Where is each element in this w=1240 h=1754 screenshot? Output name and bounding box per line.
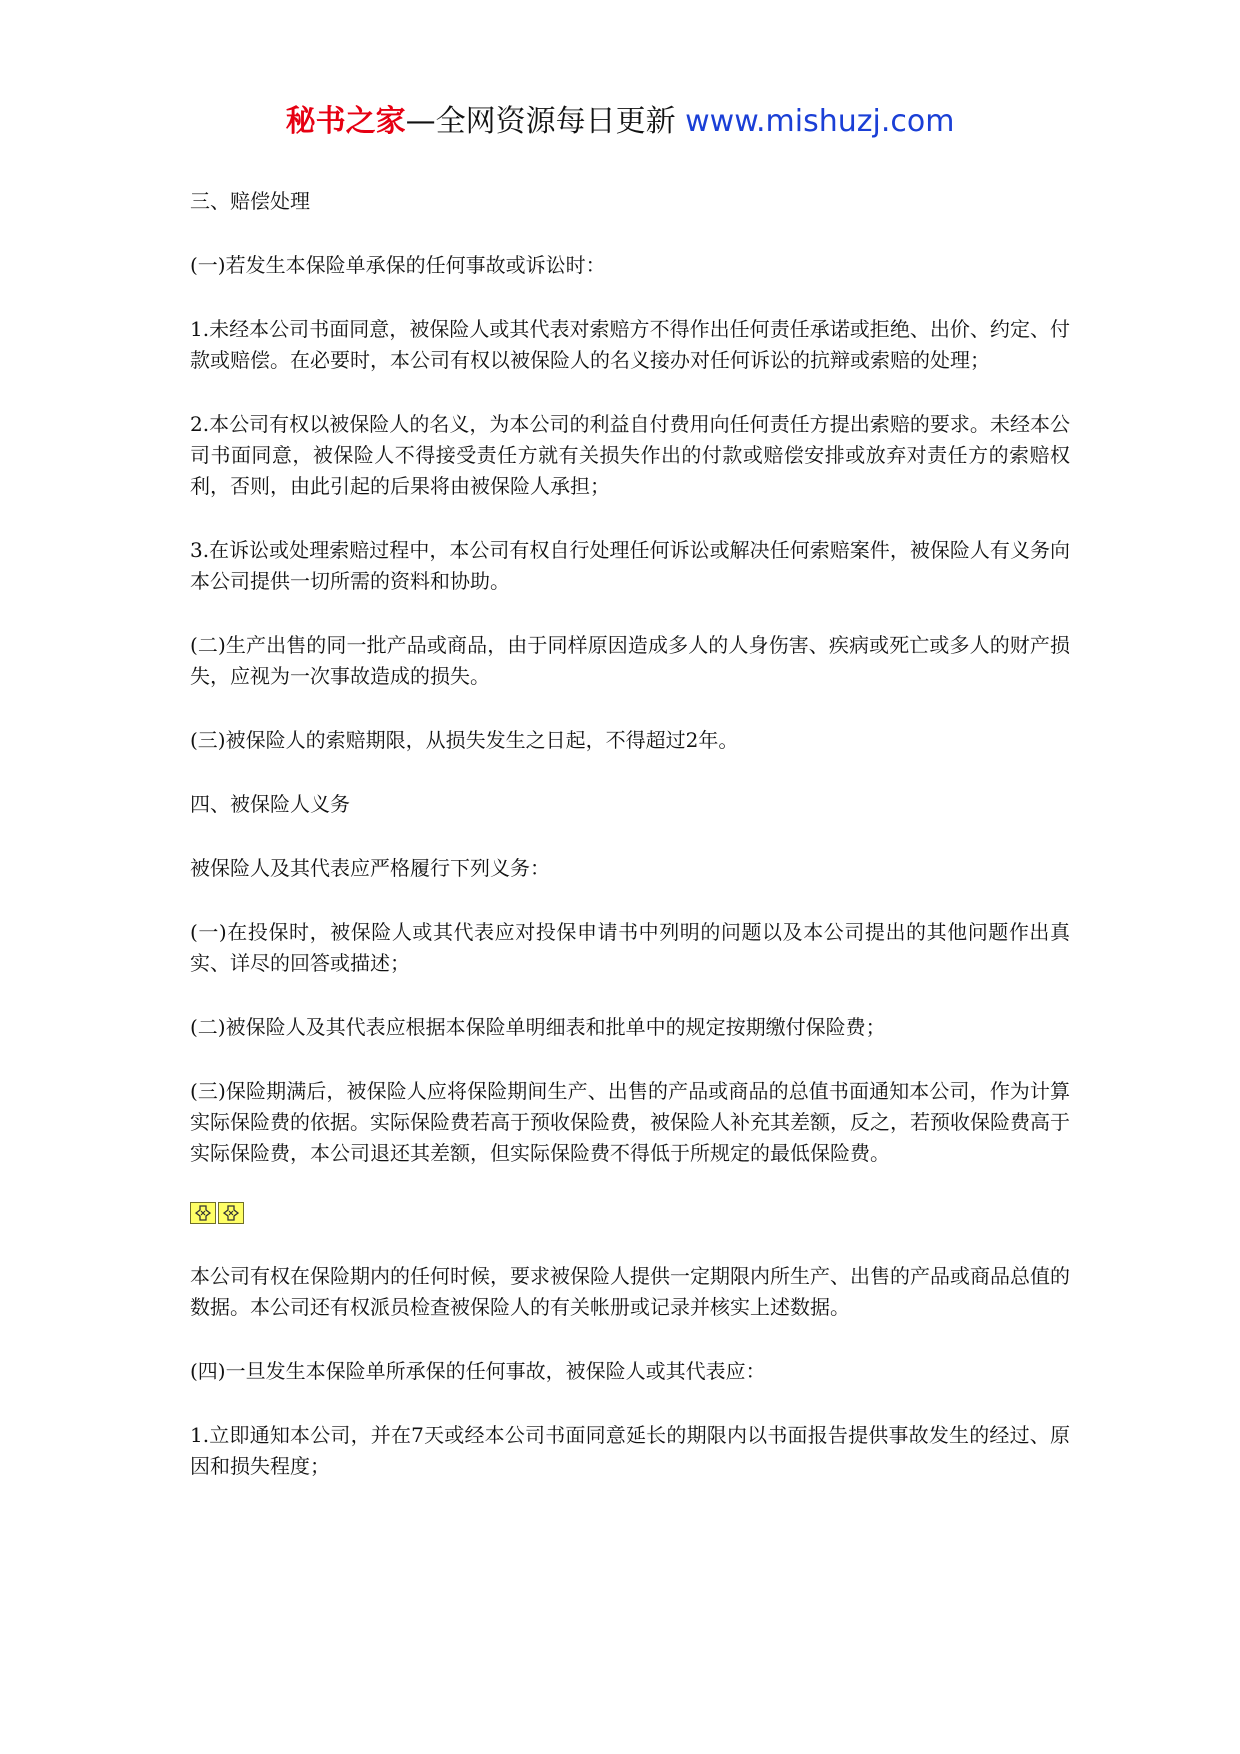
site-header: [0, 100, 1240, 144]
paragraph: (三)保险期满后，被保险人应将保险期间生产、出售的产品或商品的总值书面通知本公司，作为计算实际保险费的依据。实际保险费若高于预收保险费，被保险人补充其差额，反之，若预收保险费高于实际保险费，本公司退还其差额，但实际保险费不得低于所规定的最低保险费。: [190, 1079, 1070, 1165]
paragraph: 2.本公司有权以被保险人的名义，为本公司的利益自付费用向任何责任方提出索赔的要求。未经本公司书面同意，被保险人不得接受责任方就有关损失作出的付款或赔偿安排或放弃对责任方的索赔权利，否则，由此引起的后果将由被保险人承担；: [190, 412, 1070, 498]
paragraph: (二)被保险人及其代表应根据本保险单明细表和批单中的规定按期缴付保险费；: [190, 1015, 886, 1039]
brand-name: 秘书之家: [285, 104, 406, 139]
section-heading-obligations: 四、被保险人义务: [190, 792, 350, 816]
paragraph: (四)一旦发生本保险单所承保的任何事故，被保险人或其代表应：: [190, 1359, 766, 1383]
header-slogan: —全网资源每日更新: [405, 104, 676, 139]
paragraph: (一)若发生本保险单承保的任何事故或诉讼时：: [190, 253, 606, 277]
document-icon[interactable]: [190, 1202, 216, 1224]
site-url-link[interactable]: www.mishuzj.com: [685, 104, 955, 139]
paragraph: (三)被保险人的索赔期限，从损失发生之日起，不得超过2年。: [190, 728, 739, 752]
document-icon[interactable]: [218, 1202, 244, 1224]
document-body: [190, 186, 1070, 1515]
paragraph: (一)在投保时，被保险人或其代表应对投保申请书中列明的问题以及本公司提出的其他问题作出真实、详尽的回答或描述；: [190, 920, 1070, 975]
paragraph: 1.立即通知本公司，并在7天或经本公司书面同意延长的期限内以书面报告提供事故发生的经过、原因和损失程度；: [190, 1423, 1070, 1478]
paragraph: 3.在诉讼或处理索赔过程中，本公司有权自行处理任何诉讼或解决任何索赔案件，被保险人有义务向本公司提供一切所需的资料和协助。: [190, 538, 1070, 593]
paragraph: 被保险人及其代表应严格履行下列义务：: [190, 856, 550, 880]
paragraph: (二)生产出售的同一批产品或商品，由于同样原因造成多人的人身伤害、疾病或死亡或多人的财产损失，应视为一次事故造成的损失。: [190, 633, 1070, 688]
embedded-icons: [190, 1202, 1070, 1228]
section-heading-claims: 三、赔偿处理: [190, 189, 310, 213]
paragraph: 本公司有权在保险期内的任何时候，要求被保险人提供一定期限内所生产、出售的产品或商品总值的数据。本公司还有权派员检查被保险人的有关帐册或记录并核实上述数据。: [190, 1264, 1070, 1319]
paragraph: 1.未经本公司书面同意，被保险人或其代表对索赔方不得作出任何责任承诺或拒绝、出价、约定、付款或赔偿。在必要时，本公司有权以被保险人的名义接办对任何诉讼的抗辩或索赔的处理；: [190, 317, 1070, 372]
